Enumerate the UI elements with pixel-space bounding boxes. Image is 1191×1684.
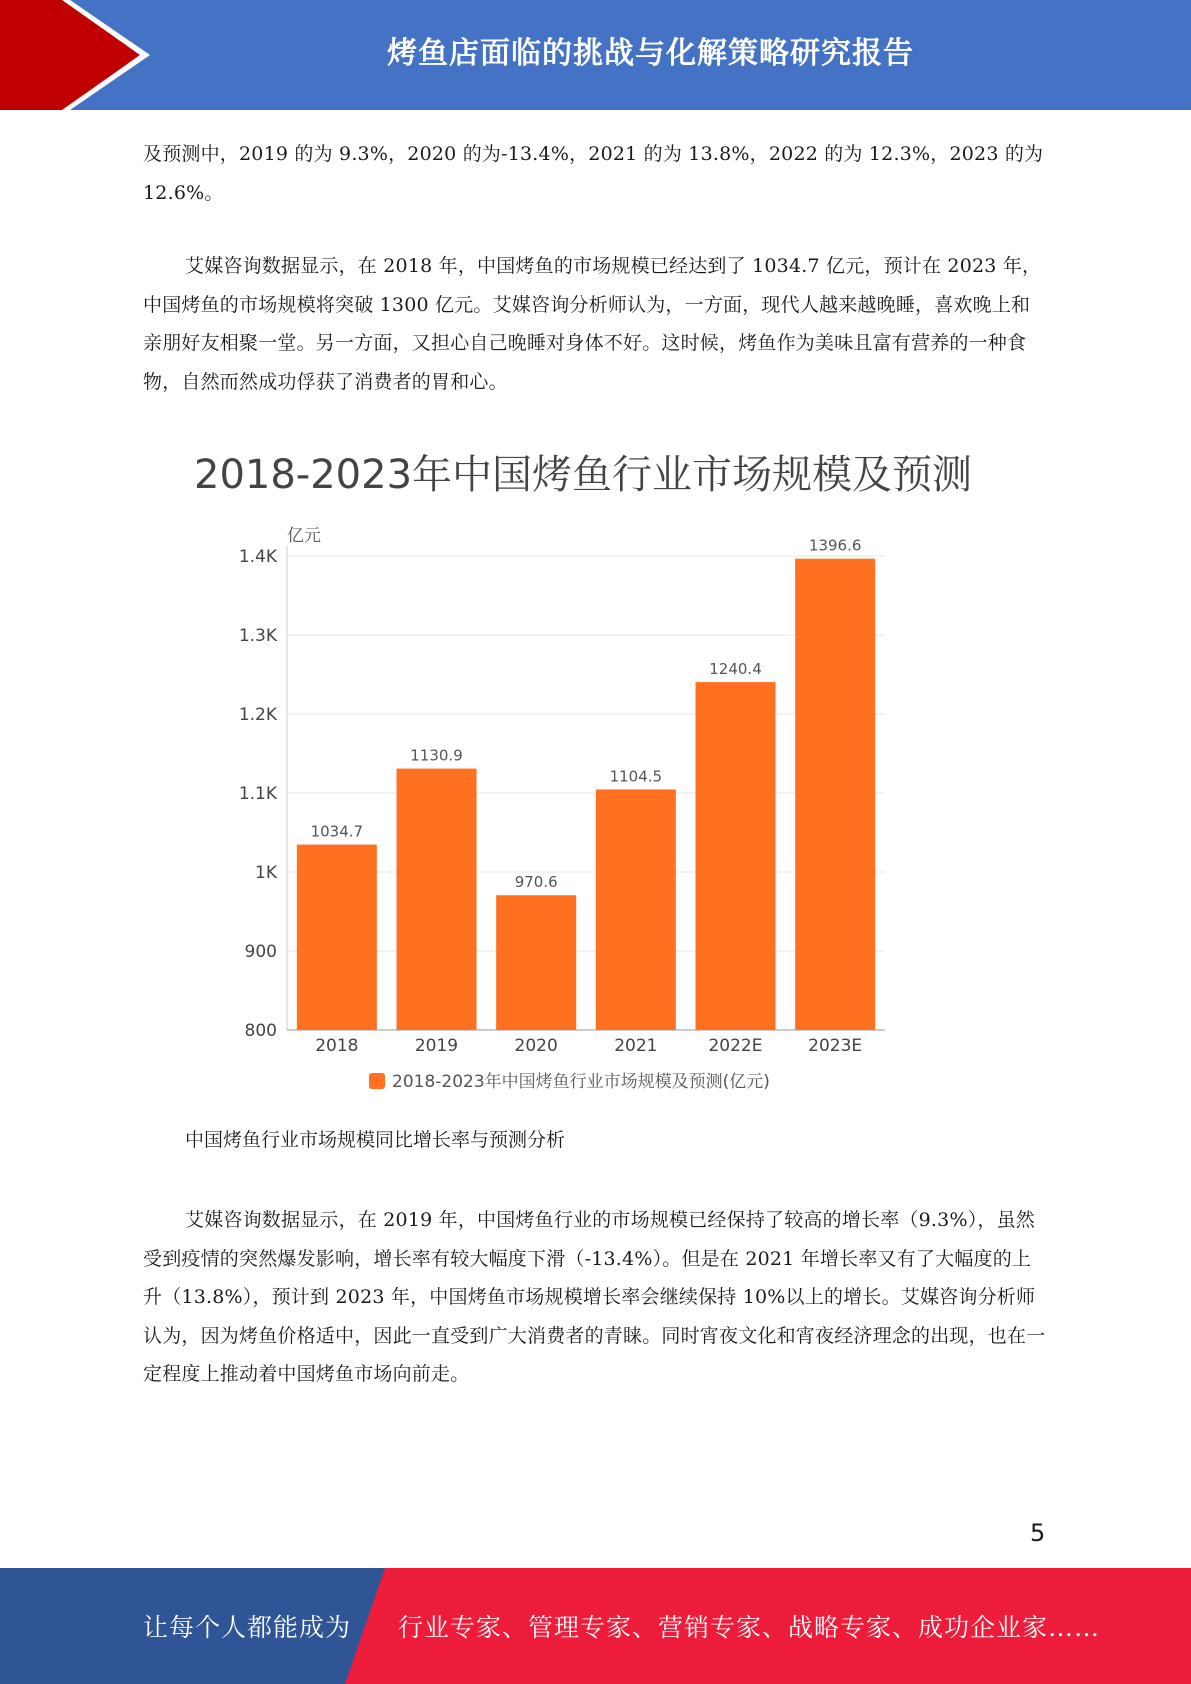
x-tick-label: 2018 — [315, 1036, 359, 1056]
paragraph-market-size: 艾媒咨询数据显示，在 2018 年，中国烤鱼的市场规模已经达到了 1034.7 亿元，预计在 2023 年，中国烤鱼的市场规模将突破 1300 亿元。艾媒咨询分析师认为，一方面，现代人越来越晚睡，喜欢晚上和亲朋好友相聚一堂。另一方面，又担心自己晚睡对身体不好。这时候，烤鱼作为美味且富有营养的一种食物，自然而然成功俘获了消费者的胃和心。 — [143, 255, 1042, 393]
footer-slogan-left: 让每个人都能成为 — [143, 1613, 352, 1642]
page-footer — [0, 1568, 1191, 1684]
x-tick-label: 2021 — [614, 1036, 658, 1056]
y-tick-label: 900 — [244, 942, 277, 962]
y-tick-label: 1K — [255, 863, 277, 883]
bar-value-label: 1034.7 — [310, 822, 364, 841]
bar-value-label: 1130.9 — [410, 746, 463, 765]
x-tick-label: 2023E — [808, 1036, 863, 1056]
bar-value-label: 970.6 — [514, 873, 558, 892]
x-tick-label: 2020 — [514, 1036, 558, 1056]
y-tick-label: 1.2K — [238, 705, 277, 725]
market-size-bar-chart — [185, 448, 985, 1098]
y-axis-unit-label: 亿元 — [287, 526, 321, 546]
y-tick-label: 1.4K — [238, 547, 277, 567]
legend-label: 2018-2023年中国烤鱼行业市场规模及预测(亿元) — [392, 1072, 770, 1092]
bar-value-label: 1240.4 — [709, 660, 762, 679]
paragraph-growth-rates: 及预测中，2019 的为 9.3%，2020 的为-13.4%，2021 的为 13.8%，2022 的为 12.3%，2023 的为 12.6%。 — [143, 143, 1044, 204]
bar-2019 — [397, 769, 477, 1030]
bar-value-label: 1104.5 — [609, 767, 663, 786]
bar-2022E — [696, 682, 776, 1030]
paragraph-growth-analysis: 艾媒咨询数据显示，在 2019 年，中国烤鱼行业的市场规模已经保持了较高的增长率（9.3%），虽然受到疫情的突然爆发影响，增长率有较大幅度下滑（-13.4%）。但是在 2021 年增长率又有了大幅度的上升（13.8%），预计到 2023 年，中国烤鱼市场规模增长率会继续保持 10%以上的增长。艾媒咨询分析师认为，因为烤鱼价格适中，因此一直受到广大消费者的青睐。同时宵夜文化和宵夜经济理念的出现，也在一定程度上推动着中国烤鱼市场向前走。 — [143, 1209, 1046, 1385]
y-tick-label: 1.1K — [238, 784, 277, 804]
bar-2018 — [297, 845, 377, 1030]
header-title: 烤鱼店面临的挑战与化解策略研究报告 — [387, 36, 914, 71]
bar-value-label: 1396.6 — [808, 536, 862, 555]
y-tick-label: 800 — [244, 1021, 277, 1041]
legend-swatch — [369, 1073, 385, 1089]
x-tick-label: 2019 — [414, 1036, 459, 1056]
y-tick-label: 1.3K — [238, 626, 277, 646]
bar-2020 — [496, 895, 576, 1030]
page-header — [0, 0, 1191, 110]
chart-title: 2018-2023年中国烤鱼行业市场规模及预测 — [194, 452, 973, 498]
bar-2021 — [596, 789, 676, 1030]
chart-caption: 中国烤鱼行业市场规模同比增长率与预测分析 — [185, 1129, 566, 1151]
footer-slogan-right: 行业专家、管理专家、营销专家、战略专家、成功企业家…… — [398, 1613, 1101, 1642]
x-tick-label: 2022E — [708, 1036, 763, 1056]
page-number: 5 — [1030, 1519, 1046, 1547]
bar-2023E — [795, 559, 875, 1030]
